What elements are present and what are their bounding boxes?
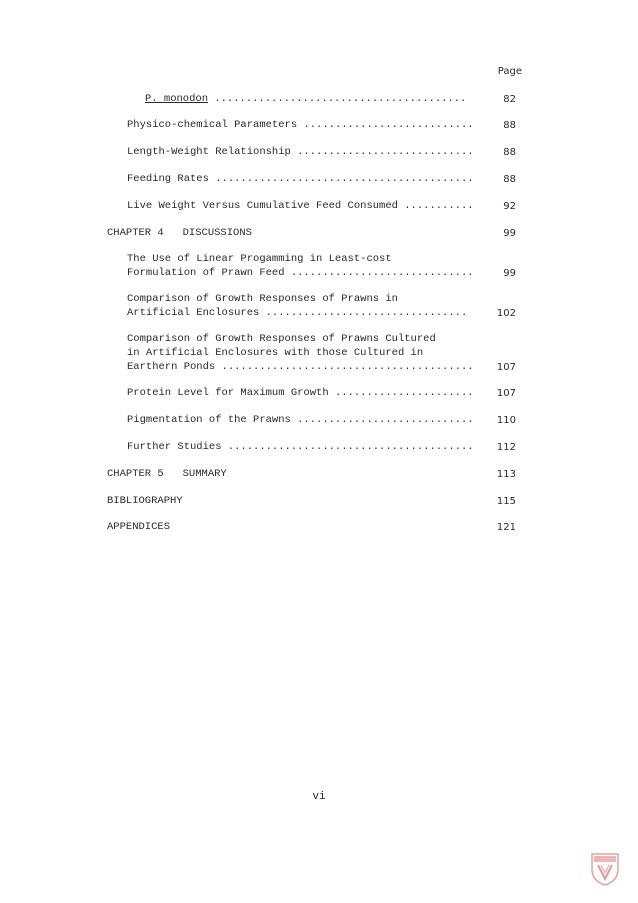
- toc-entry-title: The Use of Linear Progamming in Least-cost: [127, 253, 392, 265]
- toc-leader-dots: ......................: [328, 387, 474, 399]
- toc-entry-page: 107: [496, 388, 516, 399]
- toc-entry-title: P. monodon: [145, 93, 209, 105]
- toc-entry-title: Comparison of Growth Responses of Prawns Cultured: [127, 333, 436, 345]
- toc-chapter-title: APPENDICES: [107, 521, 171, 533]
- toc-leader-dots: ...........................: [297, 119, 474, 131]
- toc-entry-title: Formulation of Prawn Feed: [127, 267, 285, 279]
- toc-leader-dots: .............................: [284, 267, 474, 279]
- toc-leader-dots: .........................................: [208, 173, 474, 185]
- toc-entry-title: Comparison of Growth Responses of Prawns in: [127, 293, 398, 305]
- toc-entry-title: Length-Weight Relationship: [127, 146, 291, 158]
- toc-entry-title: Earthern Ponds: [127, 361, 216, 373]
- toc-entry-page: 115: [496, 496, 516, 507]
- toc-chapter-title: CHAPTER 4 DISCUSSIONS: [107, 227, 252, 239]
- toc-leader-dots: .......................................: [221, 441, 474, 453]
- toc-entry-page: 102: [496, 308, 516, 319]
- toc-leader-dots: ...........: [397, 200, 474, 212]
- toc-leader-dots: ........................................: [215, 361, 474, 373]
- toc-entry-title: Physico-chemical Parameters: [127, 119, 298, 131]
- toc-entry-page: 112: [496, 442, 516, 453]
- toc-entry-title: Live Weight Versus Cumulative Feed Consumed: [127, 200, 398, 212]
- toc-entry-page: 82: [503, 94, 516, 105]
- toc-entry-title: Artificial Enclosures: [127, 307, 260, 319]
- toc-entry-page: 113: [496, 469, 516, 480]
- toc-entry-page: 88: [503, 174, 516, 185]
- toc-entry-page: 110: [496, 415, 516, 426]
- page-number: vi: [312, 791, 326, 803]
- toc-entry-title: Further Studies: [127, 441, 222, 453]
- toc-entry-page: 99: [503, 228, 516, 239]
- toc-entry-title: in Artificial Enclosures with those Cultured in: [127, 347, 424, 359]
- toc-leader-dots: ............................: [290, 146, 474, 158]
- toc-entry-page: 121: [496, 522, 516, 533]
- toc-entry-page: 92: [503, 201, 516, 212]
- toc-leader-dots: ............................: [290, 414, 474, 426]
- toc-entry-page: 99: [503, 268, 516, 279]
- page-column-header: Page: [497, 66, 522, 77]
- toc-entry-title: Feeding Rates: [127, 173, 209, 185]
- toc-leader-dots: ................................: [259, 307, 468, 319]
- toc-leader-dots: ........................................: [208, 93, 467, 105]
- toc-entry-page: 88: [503, 120, 516, 131]
- toc-entry-title: Protein Level for Maximum Growth: [127, 387, 329, 399]
- toc-entry-page: 88: [503, 147, 516, 158]
- toc-chapter-title: BIBLIOGRAPHY: [107, 495, 183, 507]
- toc-entry-title: Pigmentation of the Prawns: [127, 414, 291, 426]
- toc-entry-page: 107: [496, 362, 516, 373]
- university-seal-icon: [590, 851, 620, 887]
- toc-chapter-title: CHAPTER 5 SUMMARY: [107, 468, 227, 480]
